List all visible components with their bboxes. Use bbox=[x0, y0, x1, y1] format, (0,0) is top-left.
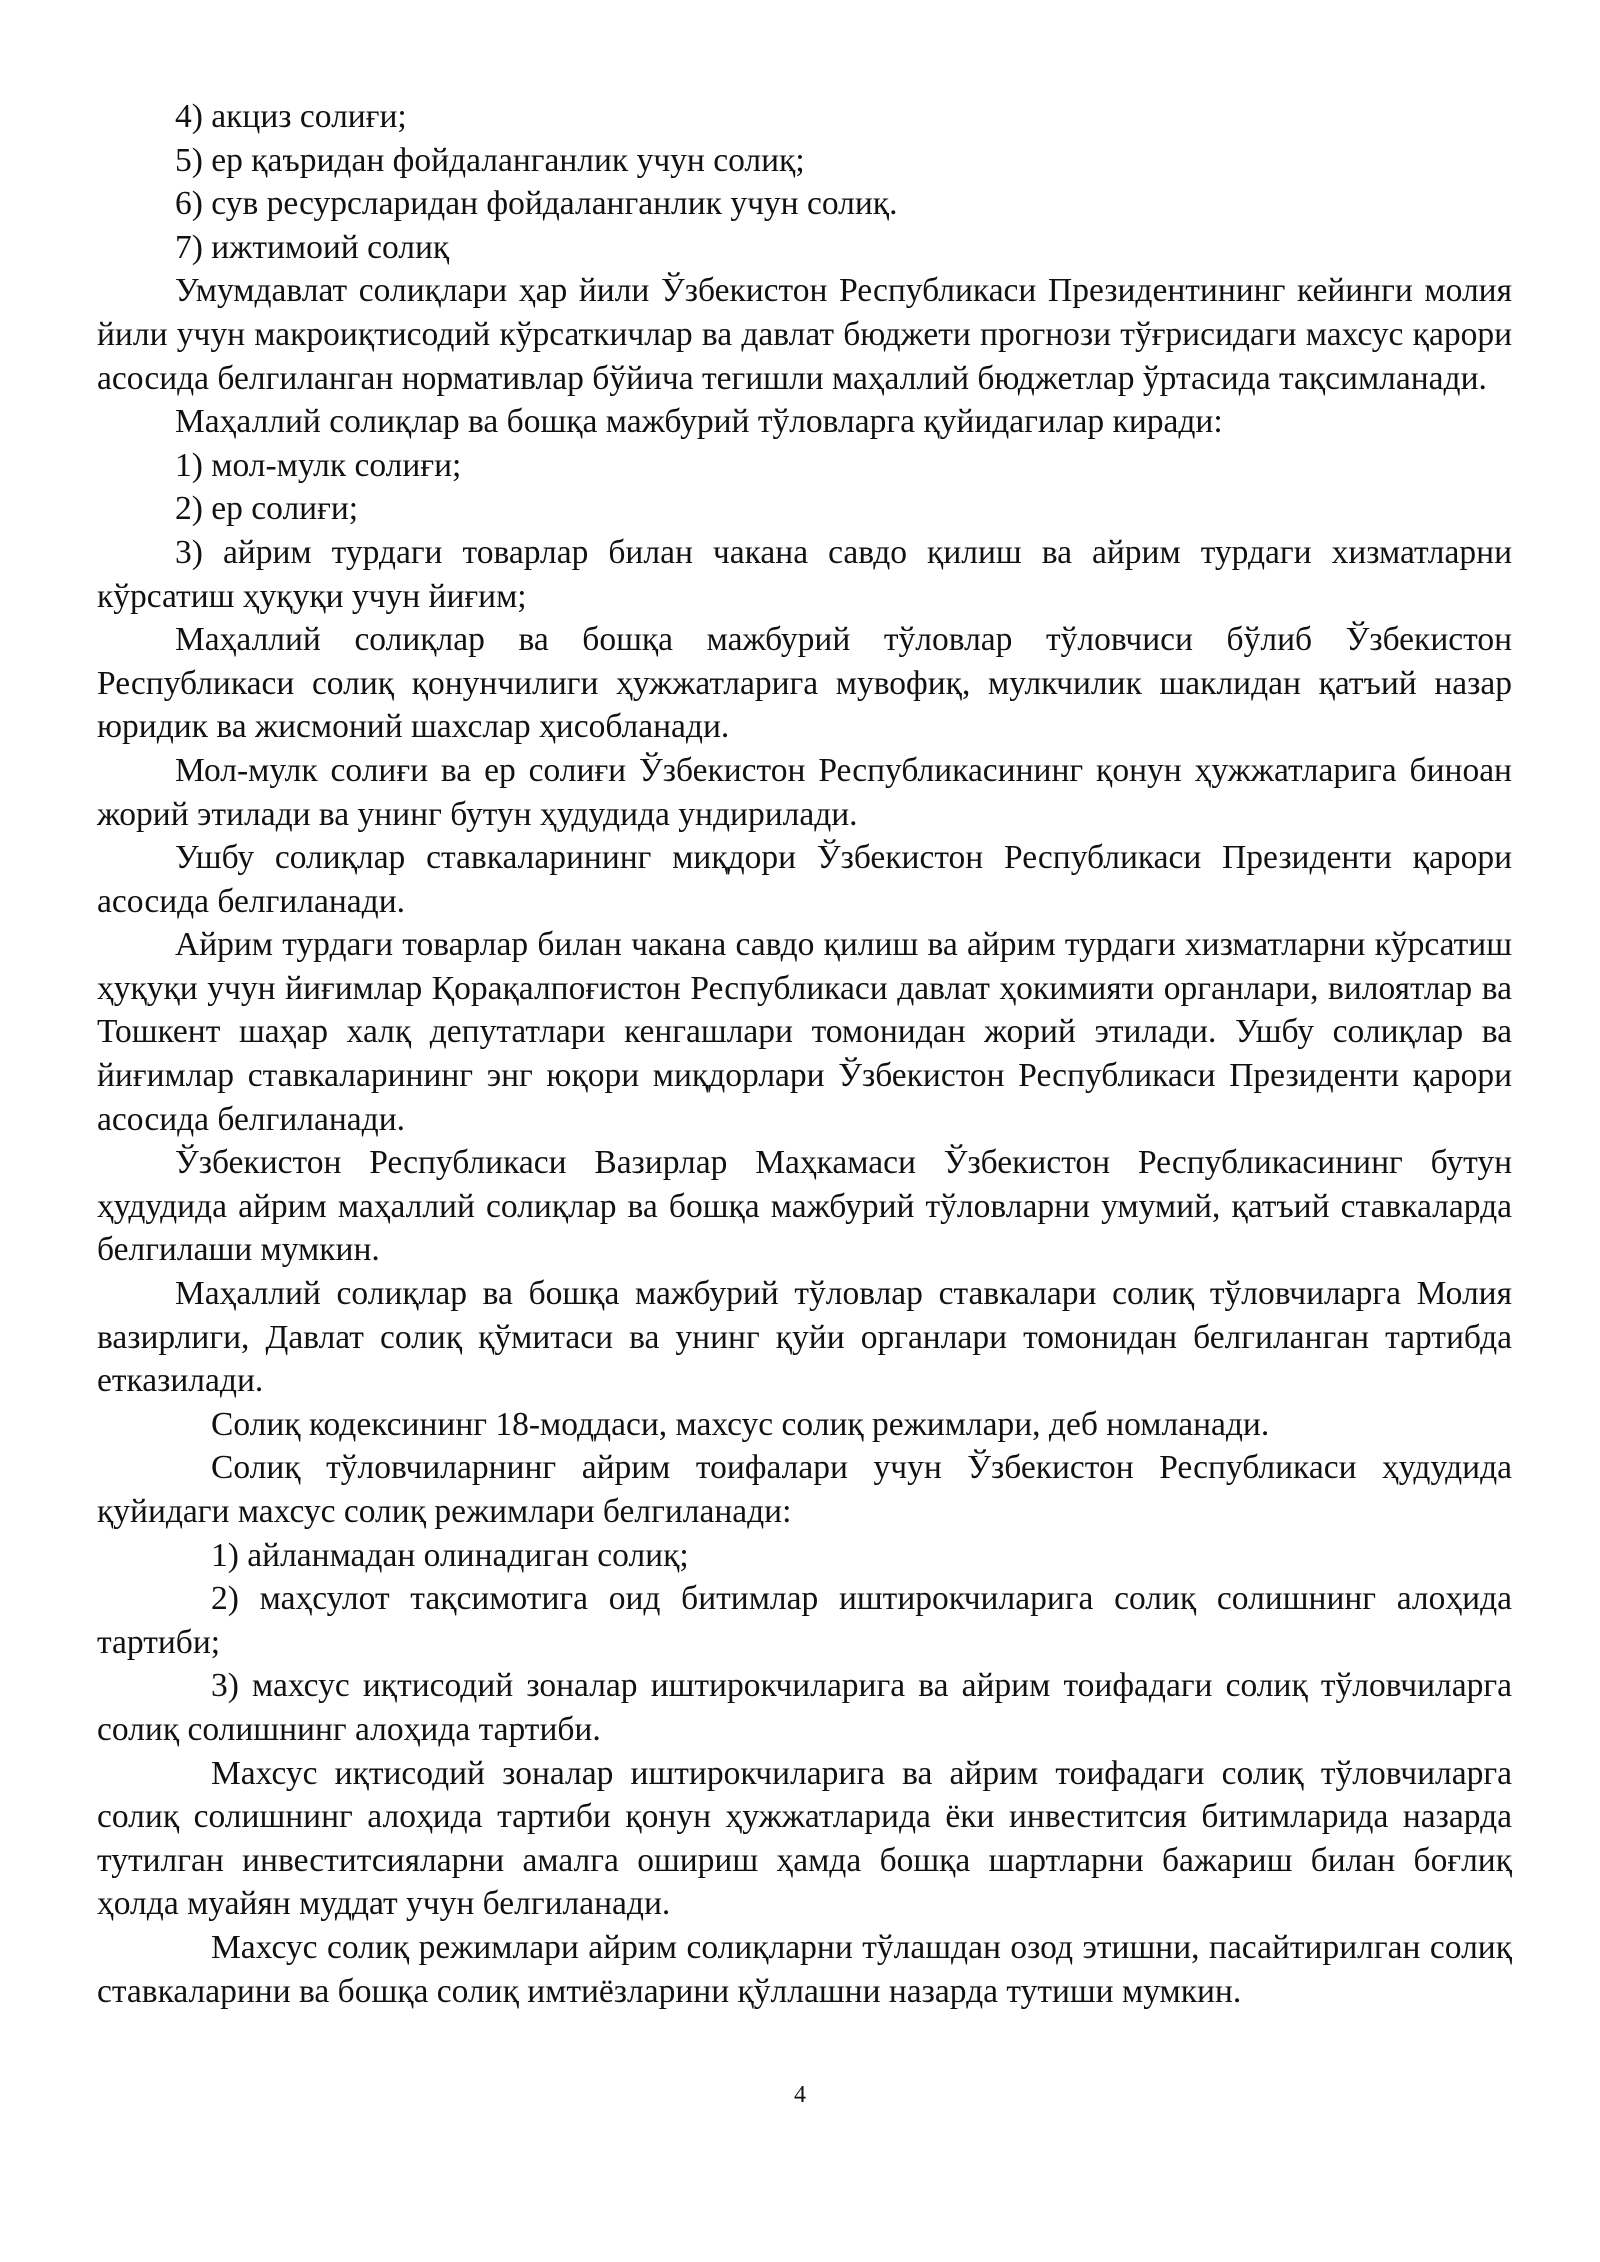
paragraph-cabinet-of-ministers: Ўзбекистон Республикаси Вазирлар Маҳкамаси Ўзбекистон Республикасининг бутун ҳудудида айрим маҳаллий солиқлар ва бошқа мажбурий тўловларни умумий, қатъий ставкаларда белгилаши мумкин. bbox=[97, 1144, 1512, 1269]
paragraph-local-taxes-intro: Маҳаллий солиқлар ва бошқа мажбурий тўловларга қуйидагилар киради: bbox=[175, 403, 1223, 441]
paragraph-article-18: Солиқ кодексининг 18-моддаси, махсус солиқ режимлари, деб номланади. bbox=[211, 1405, 1270, 1443]
list-item-social-tax: 7) ижтимоий солиқ bbox=[175, 228, 450, 266]
paragraph-special-zones-procedure: Махсус иқтисодий зоналар иштирокчиларига ва айрим тоифадаги солиқ тўловчиларга солиқ солишнинг алоҳида тартиби қонун ҳужжатларида ёки инвеститсия битимларида назарда тутилган инвеститсияларни амалга ошириш ҳамда бошқа шартларни бажариш билан боғлиқ ҳолда муайян муддат учун белгиланади. bbox=[97, 1754, 1512, 1923]
paragraph-tax-rates: Ушбу солиқлар ставкаларининг миқдори Ўзбекистон Республикаси Президенти қарори асосида белгиланади. bbox=[97, 839, 1512, 920]
paragraph-local-taxpayers: Маҳаллий солиқлар ва бошқа мажбурий тўловлар тўловчиси бўлиб Ўзбекистон Республикаси солиқ қонунчилиги ҳужжатларига мувофиқ, мулкчилик шаклидан қатъий назар юридик ва жисмоний шахслар ҳисобланади. bbox=[97, 621, 1512, 746]
paragraph-retail-fees: Айрим турдаги товарлар билан чакана савдо қилиш ва айрим турдаги хизматларни кўрсатиш ҳуқуқи учун йиғимлар Қорақалпоғистон Республикаси давлат ҳокимияти органлари, вилоятлар ва Тошкент шаҳар халқ депутатлари кенгашлари томонидан жорий этилади. Ушбу солиқлар ва йиғимлар ставкаларининг энг юқори миқдорлари Ўзбекистон Республикаси Президенти қарори асосида белгиланади. bbox=[97, 926, 1512, 1138]
list-item-land-tax: 2) ер солиғи; bbox=[175, 490, 359, 528]
list-item-property-tax: 1) мол-мулк солиғи; bbox=[175, 446, 462, 484]
page-number: 4 bbox=[794, 2082, 806, 2108]
list-item-excise-tax: 4) акциз солиғи; bbox=[175, 98, 407, 135]
paragraph-special-regimes-benefits: Махсус солиқ режимлари айрим солиқларни тўлашдан озод этишни, пасайтирилган солиқ ставкаларини ва бошқа солиқ имтиёзларини қўллашни назарда тутиши мумкин. bbox=[97, 1928, 1512, 2010]
list-item-turnover-tax: 1) айланмадан олинадиган солиқ; bbox=[211, 1536, 689, 1574]
list-item-production-sharing: 2) маҳсулот тақсимотига оид битимлар иштирокчиларига солиқ солишнинг алоҳида тартиби; bbox=[97, 1580, 1512, 1661]
paragraph-national-taxes: Умумдавлат солиқлари ҳар йили Ўзбекистон Республикаси Президентининг кейинги молия йили учун макроиқтисодий кўрсаткичлар ва давлат бюджети прогнози тўғрисидаги махсус қарори асосида белгиланган нормативлар бўйича тегишли маҳаллий бюджетлар ўртасида тақсимланади. bbox=[97, 272, 1512, 397]
list-item-water-tax: 6) сув ресурсларидан фойдаланганлик учун солиқ. bbox=[175, 185, 898, 223]
paragraph-property-land-tax: Мол-мулк солиғи ва ер солиғи Ўзбекистон Республикасининг қонун ҳужжатларига биноан жорий этилади ва унинг бутун ҳудудида ундирилади. bbox=[97, 751, 1512, 833]
paragraph-rates-communication: Маҳаллий солиқлар ва бошқа мажбурий тўловлар ставкалари солиқ тўловчиларга Молия вазирлиги, Давлат солиқ қўмитаси ва унинг қуйи органлари томонидан белгиланган тартибда етказилади. bbox=[97, 1275, 1512, 1400]
document-body bbox=[97, 95, 1512, 2013]
paragraph-special-regimes-intro: Солиқ тўловчиларнинг айрим тоифалари учун Ўзбекистон Республикаси ҳудудида қуйидаги махсус солиқ режимлари белгиланади: bbox=[97, 1449, 1512, 1530]
list-item-special-economic-zones: 3) махсус иқтисодий зоналар иштирокчиларига ва айрим тоифадаги солиқ тўловчиларга солиқ солишнинг алоҳида тартиби. bbox=[97, 1667, 1512, 1748]
list-item-retail-fee: 3) айрим турдаги товарлар билан чакана савдо қилиш ва айрим турдаги хизматларни кўрсатиш ҳуқуқи учун йиғим; bbox=[97, 533, 1512, 615]
list-item-subsoil-tax: 5) ер қаъридан фойдаланганлик учун солиқ; bbox=[175, 141, 805, 179]
